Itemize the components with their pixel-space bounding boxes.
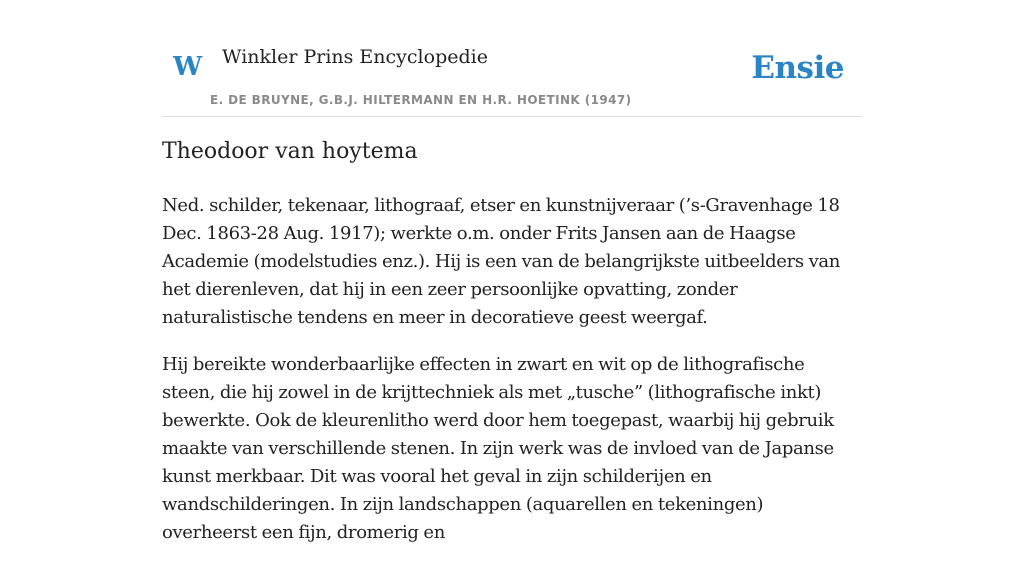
site-header [162,0,862,117]
article-body [162,192,862,566]
publication-title-link[interactable]: Winkler Prins Encyclopedie [222,46,488,68]
winkler-prins-logo[interactable]: W [173,52,203,82]
article-title: Theodoor van hoytema [162,139,418,164]
article-paragraph: Ned. schilder, tekenaar, lithograaf, etser en kunstnijveraar (’s-Gravenhage 18 Dec. 1863-28 Aug. 1917); werkte o.m. onder Frits Jansen aan de Haagse Academie (modelstudies enz.). Hij is een van de belangrijkste uitbeelders van het dierenleven, dat hij in een zeer persoonlijke opvatting, zonder naturalistische tendens en meer in decoratieve geest weergaf. [162,195,841,328]
article-paragraph: Hij bereikte wonderbaarlijke effecten in zwart en wit op de lithografische steen, die hij zowel in de krijttechniek als met „tusche” (lithografische inkt) bewerkte. Ook de kleurenlitho werd door hem toegepast, waarbij hij gebruik maakte van verschillende stenen. In zijn werk was de invloed van de Japanse kunst merkbaar. Dit was vooral het geval in zijn schilderijen en wandschilderingen. In zijn landschappen (aquarellen en tekeningen) overheerst een fijn, dromerig en [162,354,834,543]
ensie-brand-logo[interactable]: Ensie [751,50,844,86]
publication-authors: E. DE BRUYNE, G.B.J. HILTERMANN EN H.R. HOETINK (1947) [210,93,632,107]
